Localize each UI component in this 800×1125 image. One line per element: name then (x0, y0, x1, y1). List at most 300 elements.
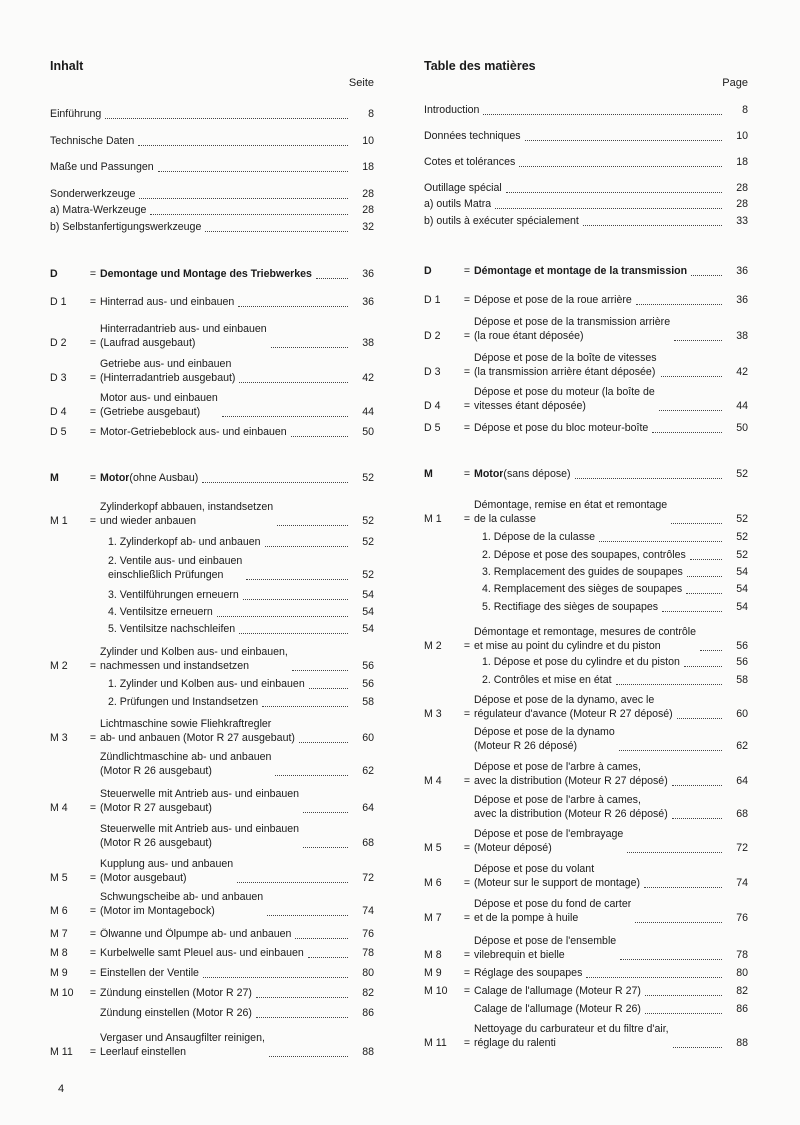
section-heading-d (424, 265, 748, 279)
page-ref: 80 (736, 967, 748, 979)
equals-sign: = (89, 405, 97, 418)
dot-leader (616, 684, 722, 685)
dot-leader (636, 304, 722, 305)
page-ref: 72 (362, 871, 374, 884)
toc-entry (424, 863, 748, 891)
page-ref: 33 (736, 215, 748, 227)
toc-entry (50, 108, 374, 122)
dot-leader (495, 208, 722, 209)
entry-title: Dépose et pose de l'arbre à cames, avec la distribution (Moteur R 27 déposé) (474, 761, 668, 787)
entry-title: 4. Remplacement des sièges de soupapes (482, 583, 683, 595)
entry-code: M 2 (424, 639, 442, 652)
entry-code: M 8 (424, 948, 442, 961)
dot-leader (269, 1056, 348, 1057)
toc-subentry (50, 536, 374, 550)
entry-code: M 9 (50, 967, 68, 979)
toc-entry (424, 104, 748, 118)
toc-subentry (424, 601, 748, 615)
page-ref: 32 (362, 221, 374, 233)
entry-title: Cotes et tolérances (424, 156, 516, 168)
entry-title: 5. Ventilsitze nachschleifen (108, 623, 236, 635)
page-ref: 44 (736, 399, 748, 412)
entry-title: Dépose et pose du bloc moteur-boîte (474, 422, 649, 434)
equals-sign: = (89, 928, 97, 940)
dot-leader (299, 742, 348, 743)
entry-code: D (50, 268, 58, 280)
toc-entry (424, 761, 748, 789)
toc-entry (424, 499, 748, 527)
dot-leader (271, 347, 348, 348)
toc-entry-continuation (100, 751, 374, 779)
equals-sign: = (463, 707, 471, 720)
equals-sign: = (463, 876, 471, 889)
dot-leader (217, 616, 348, 617)
dot-leader (308, 957, 348, 958)
toc-column-german (50, 58, 374, 1058)
entry-title: Einführung (50, 108, 102, 120)
page-ref: 54 (736, 601, 748, 613)
page-ref: 78 (736, 948, 748, 961)
toc-entry (50, 188, 374, 202)
equals-sign: = (463, 1036, 471, 1049)
toc-entry (424, 898, 748, 926)
page-ref: 36 (736, 265, 748, 277)
page-column-label: Page (722, 77, 748, 89)
page-ref: 54 (362, 606, 374, 618)
entry-code: D (424, 265, 432, 277)
dot-leader (519, 166, 722, 167)
page-ref: 52 (362, 514, 374, 527)
entry-title: Dépose et pose de la boîte de vitesses (la transmission arrière étant déposée) (474, 352, 657, 378)
dot-leader (687, 576, 722, 577)
entry-code: M 6 (50, 904, 68, 917)
page-ref: 8 (742, 104, 748, 116)
toc-entry (50, 323, 374, 351)
page-ref: 36 (736, 294, 748, 306)
dot-leader (691, 275, 722, 276)
entry-title: Nettoyage du carburateur et du filtre d'air, réglage du ralenti (474, 1023, 669, 1049)
entry-title: Schwungscheibe ab- und anbauen (Motor im Montagebock) (100, 891, 264, 917)
page-ref: 72 (736, 841, 748, 854)
entry-code: M 6 (424, 876, 442, 889)
toc-entry (50, 426, 374, 440)
entry-title: 3. Remplacement des guides de soupapes (482, 566, 683, 578)
entry-code: M (50, 472, 59, 484)
dot-leader (684, 666, 722, 667)
equals-sign: = (463, 329, 471, 342)
entry-title: Outillage spécial (424, 182, 502, 194)
equals-sign: = (463, 512, 471, 525)
toc-subentry (50, 678, 374, 692)
dot-leader (277, 525, 348, 526)
page-ref: 42 (736, 365, 748, 378)
toc-entry (50, 296, 374, 310)
entry-title: Dépose et pose du fond de carter et de la pompe à huile (474, 898, 632, 924)
entry-code: M 1 (50, 514, 68, 527)
dot-leader (525, 140, 722, 141)
toc-entry (50, 788, 374, 816)
entry-title: Zündung einstellen (Motor R 26) (100, 1007, 252, 1019)
entry-title: Lichtmaschine sowie Fliehkraftregler ab- und anbauen (Motor R 27 ausgebaut) (100, 718, 295, 744)
dot-leader (483, 114, 722, 115)
dot-leader (239, 633, 348, 634)
entry-title: 2. Ventile aus- und einbauen einschließlich Prüfungen (108, 555, 243, 581)
dot-leader (150, 214, 348, 215)
equals-sign: = (89, 904, 97, 917)
dot-leader (222, 416, 348, 417)
page-ref: 82 (362, 987, 374, 999)
page-ref: 62 (362, 764, 374, 777)
page-ref: 86 (736, 1003, 748, 1015)
toc-entry (424, 694, 748, 722)
dot-leader (237, 882, 348, 883)
page-ref: 64 (736, 774, 748, 787)
toc-entry (424, 386, 748, 414)
page-ref: 58 (362, 696, 374, 708)
toc-subentry (424, 656, 748, 670)
dot-leader (238, 306, 348, 307)
equals-sign: = (89, 371, 97, 384)
entry-title: Ölwanne und Ölpumpe ab- und anbauen (100, 928, 292, 940)
page-ref: 52 (362, 568, 374, 581)
entry-title: Hinterradantrieb aus- und einbauen (Laufrad ausgebaut) (100, 323, 267, 349)
toc-entry (50, 947, 374, 961)
entry-title: b) outils à exécuter spécialement (424, 215, 579, 227)
entry-title: Steuerwelle mit Antrieb aus- und einbauen (Motor R 27 ausgebaut) (100, 788, 300, 814)
dot-leader (295, 938, 348, 939)
toc-subentry (50, 606, 374, 620)
entry-code: M 1 (424, 512, 442, 525)
page-ref: 28 (736, 198, 748, 210)
entry-title: 2. Prüfungen und Instandsetzen (108, 696, 259, 708)
entry-title: Démontage et montage de la transmission (474, 265, 688, 277)
entry-code: M (424, 468, 433, 480)
toc-entry (424, 316, 748, 344)
entry-code: D 2 (50, 336, 67, 349)
entry-title: Sonderwerkzeuge (50, 188, 136, 200)
entry-title: Zylinderkopf abbauen, instandsetzen und wieder anbauen (100, 501, 274, 527)
dot-leader (303, 812, 348, 813)
entry-code: D 1 (50, 296, 67, 308)
page-ref: 68 (362, 836, 374, 849)
page-ref: 52 (736, 512, 748, 525)
entry-title: Einstellen der Ventile (100, 967, 199, 979)
entry-title: Dépose et pose du volant (Moteur sur le support de montage) (474, 863, 641, 889)
entry-title: Zylinder und Kolben aus- und einbauen, nachmessen und instandsetzen (100, 646, 288, 672)
entry-code: M 11 (50, 1045, 73, 1058)
dot-leader (672, 818, 722, 819)
page-ref: 54 (362, 623, 374, 635)
page-ref: 56 (362, 678, 374, 690)
equals-sign: = (463, 911, 471, 924)
entry-code: D 5 (424, 422, 441, 434)
toc-entry (424, 130, 748, 144)
dot-leader (303, 847, 348, 848)
equals-sign: = (463, 365, 471, 378)
toc-subentry (424, 583, 748, 597)
dot-leader (267, 915, 348, 916)
toc-entry (50, 646, 374, 674)
equals-sign: = (463, 639, 471, 652)
entry-title: Dépose et pose de la dynamo, avec le régulateur d'avance (Moteur R 27 déposé) (474, 694, 673, 720)
dot-leader (583, 225, 722, 226)
toc-entry (50, 891, 374, 919)
dot-leader (256, 997, 348, 998)
dot-leader (586, 977, 722, 978)
toc-entry (50, 501, 374, 529)
entry-suffix: (ohne Ausbau) (129, 472, 199, 484)
entry-code: M 3 (50, 731, 68, 744)
equals-sign: = (463, 774, 471, 787)
page-ref: 56 (736, 656, 748, 668)
page-ref: 88 (736, 1036, 748, 1049)
toc-subentry (424, 531, 748, 545)
entry-title: Dépose et pose de la roue arrière (474, 294, 632, 306)
entry-title: Getriebe aus- und einbauen (Hinterradantrieb ausgebaut) (100, 358, 236, 384)
toc-entry (50, 1032, 374, 1060)
equals-sign: = (463, 948, 471, 961)
page-ref: 44 (362, 405, 374, 418)
entry-title: Dépose et pose de l'arbre à cames, avec la distribution (Moteur R 26 déposé) (474, 794, 668, 820)
equals-sign: = (89, 472, 97, 484)
dot-leader (139, 198, 348, 199)
entry-code: M 10 (50, 987, 74, 999)
dot-leader (256, 1017, 348, 1018)
entry-title: Calage de l'allumage (Moteur R 26) (474, 1003, 641, 1015)
equals-sign: = (463, 468, 471, 480)
dot-leader (275, 775, 348, 776)
page-ref: 54 (736, 583, 748, 595)
page-ref: 86 (362, 1007, 374, 1019)
entry-title: 2. Dépose et pose des soupapes, contrôles (482, 549, 686, 561)
dot-leader (674, 340, 722, 341)
entry-title: a) Matra-Werkzeuge (50, 204, 147, 216)
entry-title: Demontage und Montage des Triebwerkes (100, 268, 312, 280)
toc-entry (424, 156, 748, 170)
page-ref: 28 (362, 204, 374, 216)
page-ref: 52 (736, 531, 748, 543)
toc-subentry (50, 696, 374, 710)
equals-sign: = (463, 985, 471, 997)
entry-title: 2. Contrôles et mise en état (482, 674, 612, 686)
section-heading-m (424, 468, 748, 482)
entry-code: M 5 (50, 871, 68, 884)
entry-title: Kurbelwelle samt Pleuel aus- und einbauen (100, 947, 304, 959)
dot-leader (627, 852, 722, 853)
entry-title: Vergaser und Ansaugfilter reinigen, Leerlauf einstellen (100, 1032, 265, 1058)
entry-title: Réglage des soupapes (474, 967, 583, 979)
entry-title: Hinterrad aus- und einbauen (100, 296, 235, 308)
page-ref: 58 (736, 674, 748, 686)
page-ref: 60 (362, 731, 374, 744)
entry-title: Motor-Getriebeblock aus- und einbauen (100, 426, 287, 438)
entry-code: M 5 (424, 841, 442, 854)
toc-entry (50, 221, 374, 235)
entry-code: D 3 (50, 371, 67, 384)
dot-leader (645, 1013, 722, 1014)
entry-code: M 4 (424, 774, 442, 787)
page-ref: 54 (362, 589, 374, 601)
equals-sign: = (463, 399, 471, 412)
dot-leader (202, 482, 348, 483)
page-ref: 38 (736, 329, 748, 342)
entry-title: a) outils Matra (424, 198, 492, 210)
toc-entry-continuation (100, 1007, 374, 1021)
page-ref: 8 (368, 108, 374, 120)
dot-leader (265, 546, 348, 547)
page-number: 4 (58, 1083, 65, 1095)
equals-sign: = (89, 268, 97, 280)
entry-suffix: (sans dépose) (503, 468, 571, 480)
dot-leader (138, 145, 348, 146)
entry-title: 1. Zylinder und Kolben aus- und einbauen (108, 678, 305, 690)
dot-leader (662, 611, 722, 612)
dot-leader (246, 579, 348, 580)
entry-title: Technische Daten (50, 135, 135, 147)
equals-sign: = (89, 336, 97, 349)
page-ref: 56 (362, 659, 374, 672)
entry-title: 1. Dépose et pose du cylindre et du piston (482, 656, 680, 668)
toc-entry (50, 358, 374, 386)
equals-sign: = (89, 1045, 97, 1058)
equals-sign: = (89, 731, 97, 744)
entry-code: M 2 (50, 659, 68, 672)
equals-sign: = (463, 294, 471, 306)
entry-code: D 4 (424, 399, 441, 412)
page-ref: 80 (362, 967, 374, 979)
dot-leader (243, 599, 348, 600)
section-heading-d (50, 268, 374, 282)
dot-leader (673, 1047, 722, 1048)
dot-leader (700, 650, 722, 651)
toc-entry-continuation (474, 1003, 748, 1017)
page-ref: 68 (736, 807, 748, 820)
entry-title: Dépose et pose de l'ensemble vilebrequin et bielle (474, 935, 617, 961)
page-ref: 10 (736, 130, 748, 142)
dot-leader (661, 376, 722, 377)
dot-leader (158, 171, 348, 172)
toc-subentry (50, 589, 374, 603)
dot-leader (671, 523, 722, 524)
equals-sign: = (463, 265, 471, 277)
dot-leader (203, 977, 348, 978)
entry-code: M 7 (424, 911, 442, 924)
toc-entry-continuation (100, 823, 374, 851)
equals-sign: = (89, 514, 97, 527)
page-ref: 28 (362, 188, 374, 200)
page-ref: 18 (362, 161, 374, 173)
toc-entry (50, 718, 374, 746)
page-ref: 36 (362, 296, 374, 308)
toc-entry (424, 352, 748, 380)
entry-title: Maße und Passungen (50, 161, 154, 173)
page-ref: 28 (736, 182, 748, 194)
entry-code: D 4 (50, 405, 67, 418)
toc-entry (424, 626, 748, 654)
dot-leader (239, 382, 348, 383)
page-ref: 60 (736, 707, 748, 720)
dot-leader (262, 706, 348, 707)
entry-title: Dépose et pose de l'embrayage (Moteur déposé) (474, 828, 624, 854)
toc-entry (50, 392, 374, 420)
toc-entry (424, 422, 748, 436)
toc-entry (50, 987, 374, 1001)
page-column-label: Seite (348, 77, 374, 89)
dot-leader (292, 670, 348, 671)
toc-entry (424, 215, 748, 229)
page-ref: 74 (736, 876, 748, 889)
toc-title: Table des matières (424, 59, 536, 73)
page-ref: 10 (362, 135, 374, 147)
toc-entry (50, 135, 374, 149)
entry-title: Steuerwelle mit Antrieb aus- und einbauen (Motor R 26 ausgebaut) (100, 823, 300, 849)
section-heading-m (50, 472, 374, 486)
page-ref: 50 (736, 422, 748, 434)
equals-sign: = (89, 871, 97, 884)
dot-leader (672, 785, 722, 786)
page-ref: 54 (736, 566, 748, 578)
page-ref: 52 (362, 536, 374, 548)
page-ref: 62 (736, 739, 748, 752)
entry-title: 4. Ventilsitze erneuern (108, 606, 213, 618)
page-ref: 74 (362, 904, 374, 917)
dot-leader (690, 559, 722, 560)
entry-title: Zündung einstellen (Motor R 27) (100, 987, 252, 999)
entry-title: Dépose et pose de la transmission arrière (la roue étant déposée) (474, 316, 671, 342)
toc-entry (424, 294, 748, 308)
entry-title: Zündlichtmaschine ab- und anbauen (Motor R 26 ausgebaut) (100, 751, 272, 777)
equals-sign: = (89, 947, 97, 959)
page-ref: 76 (362, 928, 374, 940)
dot-leader (205, 231, 348, 232)
entry-title: Dépose et pose du moteur (la boîte de vitesses étant déposée) (474, 386, 655, 412)
equals-sign: = (89, 296, 97, 308)
dot-leader (316, 278, 348, 279)
equals-sign: = (89, 987, 97, 999)
entry-title: Calage de l'allumage (Moteur R 27) (474, 985, 641, 997)
entry-title: 1. Zylinderkopf ab- und anbauen (108, 536, 261, 548)
page-ref: 52 (736, 549, 748, 561)
page-ref: 18 (736, 156, 748, 168)
entry-code: M 8 (50, 947, 68, 959)
entry-title: Introduction (424, 104, 480, 116)
entry-code: M 9 (424, 967, 442, 979)
dot-leader (575, 478, 722, 479)
toc-entry (424, 828, 748, 856)
toc-entry (424, 182, 748, 196)
page-ref: 38 (362, 336, 374, 349)
toc-entry-continuation (474, 794, 748, 822)
page-ref: 52 (736, 468, 748, 480)
toc-subentry (50, 623, 374, 637)
equals-sign: = (463, 967, 471, 979)
page-ref: 42 (362, 371, 374, 384)
entry-code: D 2 (424, 329, 441, 342)
toc-entry (424, 198, 748, 212)
entry-title: Motor (100, 472, 130, 484)
equals-sign: = (463, 422, 471, 434)
toc-entry (424, 1023, 748, 1051)
dot-leader (506, 192, 722, 193)
page-ref: 82 (736, 985, 748, 997)
page-ref: 36 (362, 268, 374, 280)
dot-leader (652, 432, 722, 433)
dot-leader (619, 750, 722, 751)
entry-title: 1. Dépose de la culasse (482, 531, 596, 543)
equals-sign: = (89, 426, 97, 438)
entry-title: Démontage et remontage, mesures de contrôle et mise au point du cylindre et du piston (474, 626, 697, 652)
entry-title: 3. Ventilführungen erneuern (108, 589, 239, 601)
